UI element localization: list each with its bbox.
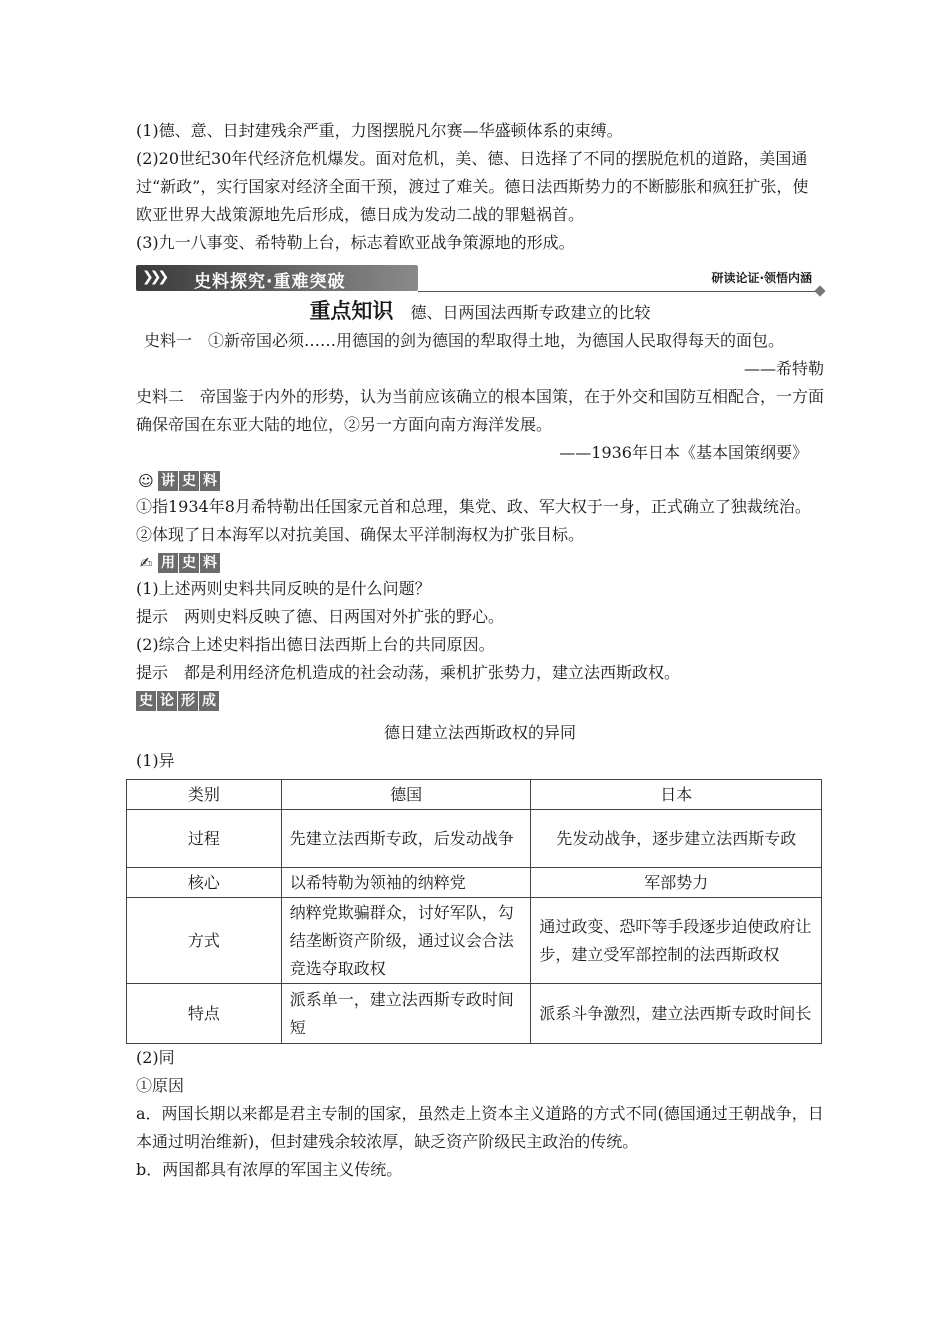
document-page [136, 117, 824, 1184]
reason-a: a．两国长期以来都是君主专制的国家，虽然走上资本主义道路的方式不同(德国通过王朝战争，日本通过明治维新)，但封建残余较浓厚，缺乏资产阶级民主政治的传统。 [136, 1104, 824, 1151]
double-chevron-icon: ❯❯❯ [142, 269, 166, 285]
reason-b: b．两国都具有浓厚的军国主义传统。 [136, 1160, 403, 1179]
difference-label: (1)异 [136, 751, 175, 770]
source-one-attribution: ——希特勒 [743, 359, 824, 378]
key-point-heading [136, 297, 824, 327]
table-header-row [127, 780, 822, 810]
jiang-shiliao-tag [136, 469, 824, 493]
yong-shiliao-tag [136, 551, 824, 575]
tag-char: 史 [136, 691, 156, 711]
source-two-attribution: ——1936年日本《基本国策纲要》 [559, 443, 808, 462]
table-title: 德日建立法西斯政权的异同 [383, 723, 576, 742]
row-label: 特点 [127, 984, 282, 1044]
question-1: (1)上述两则史料共同反映的是什么问题？ [136, 579, 431, 598]
tag-char: 料 [200, 471, 220, 491]
banner-divider [418, 291, 816, 292]
tag-char: 论 [157, 691, 177, 711]
table-row [127, 898, 822, 984]
tag-char: 讲 [158, 471, 178, 491]
table-cell: 派系单一，建立法西斯专政时间短 [281, 984, 531, 1044]
intro-paragraph-2: (2)20世纪30年代经济危机爆发。面对危机，美、德、日选择了不同的摆脱危机的道路，美国通过“新政”，实行国家对经济全面干预，渡过了难关。德日法西斯势力的不断膨胀和疯狂扩张，使欧亚世界大战策源地先后形成，德日成为发动二战的罪魁祸首。 [136, 149, 809, 224]
table-cell: 派系斗争激烈，建立法西斯专政时间长 [531, 984, 822, 1044]
row-label: 核心 [127, 868, 282, 898]
table-cell: 军部势力 [531, 868, 822, 898]
header-cell: 类别 [127, 780, 282, 810]
tag-char: 史 [179, 553, 199, 573]
question-2: (2)综合上述史料指出德日法西斯上台的共同原因。 [136, 635, 495, 654]
teacher-icon: ☺ [138, 472, 154, 490]
table-cell: 先建立法西斯专政，后发动战争 [281, 810, 531, 868]
reason-heading: ①原因 [136, 1076, 185, 1095]
intro-paragraph-3: (3)九一八事变、希特勒上台，标志着欧亚战争策源地的形成。 [136, 233, 575, 252]
table-cell: 纳粹党欺骗群众，讨好军队，勾结垄断资产阶级，通过议会合法竞选夺取政权 [281, 898, 531, 984]
banner-title: 史料探究·重难突破 [194, 272, 346, 292]
table-cell: 以希特勒为领袖的纳粹党 [281, 868, 531, 898]
tag-char: 料 [200, 553, 220, 573]
pen-icon: ✍ [139, 554, 153, 572]
table-cell: 先发动战争，逐步建立法西斯专政 [531, 810, 822, 868]
tag-char: 形 [178, 691, 198, 711]
intro-paragraph-1: (1)德、意、日封建残余严重，力图摆脱凡尔赛—华盛顿体系的束缚。 [136, 121, 623, 140]
section-banner [136, 263, 824, 293]
header-cell: 德国 [281, 780, 531, 810]
tag-char: 成 [199, 691, 219, 711]
diamond-icon [814, 285, 825, 296]
row-label: 方式 [127, 898, 282, 984]
source-one: 史料一 ①新帝国必须……用德国的剑为德国的犁取得土地，为德国人民取得每天的面包。 [144, 331, 785, 350]
similarity-label: (2)同 [136, 1048, 175, 1067]
jiang-item-1: ①指1934年8月希特勒出任国家元首和总理，集党、政、军大权于一身，正式确立了独裁统治。 [136, 497, 811, 516]
header-cell: 日本 [531, 780, 822, 810]
hint-1: 提示 两则史料反映了德、日两国对外扩张的野心。 [136, 607, 505, 626]
table-row [127, 868, 822, 898]
comparison-table [126, 779, 822, 1044]
table-row [127, 810, 822, 868]
table-row [127, 984, 822, 1044]
hint-2: 提示 都是利用经济危机造成的社会动荡，乘机扩张势力，建立法西斯政权。 [136, 663, 681, 682]
banner-subtitle: 研读论证·领悟内涵 [711, 271, 812, 285]
key-point-title: 德、日两国法西斯专政建立的比较 [410, 303, 651, 322]
shilun-xingcheng-tag [136, 689, 824, 713]
tag-char: 史 [179, 471, 199, 491]
tag-char: 用 [158, 553, 178, 573]
source-two: 史料二 帝国鉴于内外的形势，认为当前应该确立的根本国策，在于外交和国防互相配合，一方面确保帝国在东亚大陆的地位，②另一方面向南方海洋发展。 [136, 387, 825, 434]
row-label: 过程 [127, 810, 282, 868]
key-point-tag: 重点知识 [309, 299, 394, 323]
jiang-item-2: ②体现了日本海军以对抗美国、确保太平洋制海权为扩张目标。 [136, 525, 585, 544]
table-cell: 通过政变、恐吓等手段逐步迫使政府让步，建立受军部控制的法西斯政权 [531, 898, 822, 984]
